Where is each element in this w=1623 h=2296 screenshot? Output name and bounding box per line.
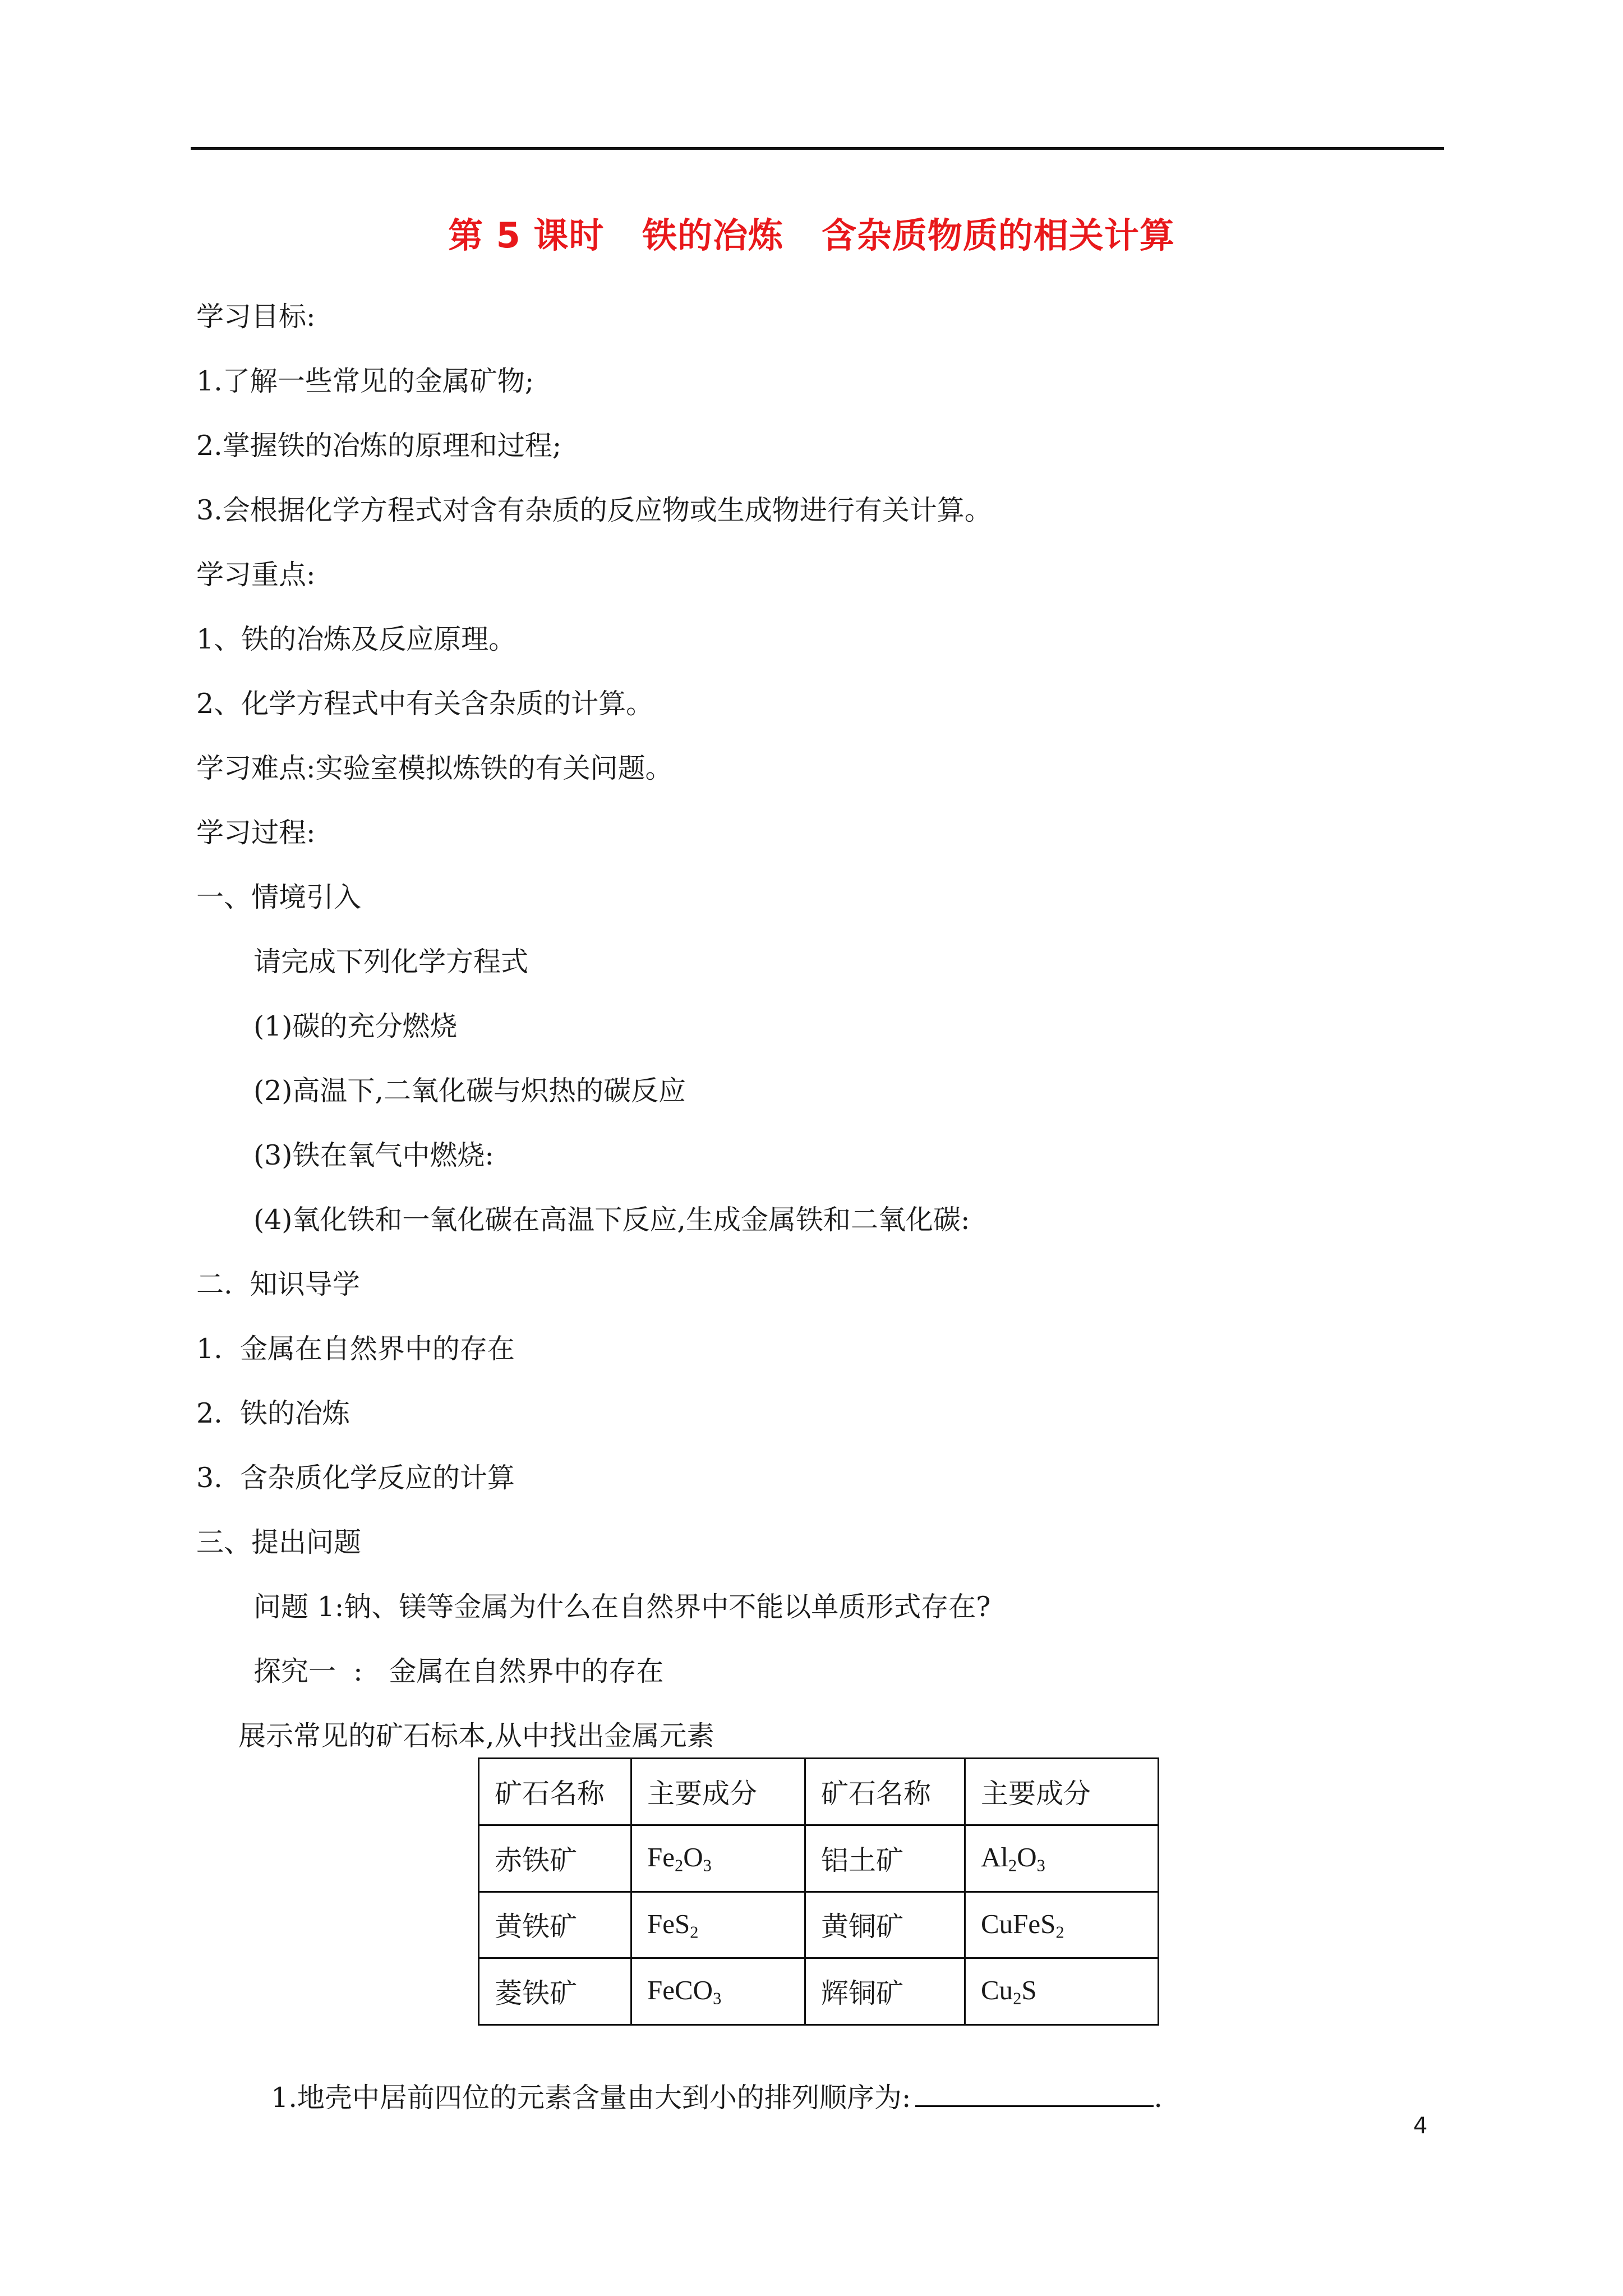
formula-part: FeCO — [647, 1975, 713, 2006]
formula-part: CuFeS — [981, 1908, 1056, 1939]
guide-item-1: 1. 金属在自然界中的存在 — [196, 1333, 515, 1365]
process-heading: 学习过程: — [196, 817, 316, 849]
objective-3: 3.会根据化学方程式对含有杂质的反应物或生成物进行有关计算。 — [196, 494, 992, 526]
formula-part: Fe — [647, 1841, 675, 1872]
formula-subscript: 3 — [1036, 1856, 1045, 1875]
ore-name: 辉铜矿 — [805, 1958, 965, 2025]
formula-part: O — [1017, 1841, 1037, 1872]
explore-1: 探究一 : 金属在自然界中的存在 — [253, 1655, 664, 1687]
header-ore-name: 矿石名称 — [805, 1759, 965, 1825]
formula-subscript: 2 — [1008, 1856, 1017, 1875]
objective-1: 1.了解一些常见的金属矿物; — [196, 365, 534, 397]
header-rule — [191, 147, 1444, 150]
table-row — [479, 1825, 1159, 1892]
equation-item-3: (3)铁在氧气中燃烧: — [253, 1139, 494, 1171]
objective-2: 2.掌握铁的冶炼的原理和过程; — [196, 430, 562, 462]
formula-part: FeS — [647, 1908, 690, 1939]
table-row — [479, 1892, 1159, 1958]
ore-formula — [965, 1958, 1159, 2025]
section1-heading: 一、情境引入 — [196, 881, 362, 913]
formula-part: O — [683, 1841, 703, 1872]
guide-item-3: 3. 含杂质化学反应的计算 — [196, 1462, 515, 1494]
question-1: 问题 1:钠、镁等金属为什么在自然界中不能以单质形式存在? — [253, 1591, 991, 1623]
ore-formula — [631, 1825, 805, 1892]
formula-subscript: 3 — [713, 1989, 722, 2008]
answer-blank[interactable] — [915, 2081, 1154, 2107]
equation-item-2: (2)高温下,二氧化碳与炽热的碳反应 — [253, 1075, 686, 1107]
key-point-2: 2、化学方程式中有关含杂质的计算。 — [196, 688, 654, 720]
ore-formula — [965, 1825, 1159, 1892]
ore-name: 黄铁矿 — [479, 1892, 631, 1958]
ore-name: 黄铜矿 — [805, 1892, 965, 1958]
key-points-heading: 学习重点: — [196, 559, 316, 591]
table-row — [479, 1958, 1159, 2025]
equation-item-1: (1)碳的充分燃烧 — [253, 1010, 458, 1042]
difficulty-line: 学习难点:实验室模拟炼铁的有关问题。 — [196, 752, 673, 784]
fill-question-line — [253, 2053, 1163, 2114]
formula-subscript: 2 — [1055, 1922, 1064, 1942]
formula-subscript: 2 — [690, 1922, 699, 1942]
ore-formula — [965, 1892, 1159, 1958]
formula-subscript: 2 — [675, 1856, 684, 1875]
formula-part: Al — [981, 1841, 1008, 1872]
formula-subscript: 2 — [1013, 1989, 1022, 2008]
formula-subscript: 3 — [703, 1856, 712, 1875]
objectives-heading: 学习目标: — [196, 301, 316, 333]
header-main-component: 主要成分 — [965, 1759, 1159, 1825]
ore-table-header-row — [479, 1759, 1159, 1825]
lesson-title: 第 5 课时 铁的冶炼 含杂质物质的相关计算 — [448, 215, 1175, 256]
section1-prompt: 请完成下列化学方程式 — [253, 946, 529, 978]
ore-table — [478, 1757, 1159, 2026]
formula-part: Cu — [981, 1975, 1013, 2006]
fill-question-end: . — [1154, 2082, 1163, 2114]
ore-formula — [631, 1892, 805, 1958]
ore-formula — [631, 1958, 805, 2025]
ore-name: 赤铁矿 — [479, 1825, 631, 1892]
key-point-1: 1、铁的冶炼及反应原理。 — [196, 623, 517, 655]
header-ore-name: 矿石名称 — [479, 1759, 631, 1825]
equation-item-4: (4)氧化铁和一氧化碳在高温下反应,生成金属铁和二氧化碳: — [253, 1204, 970, 1236]
header-main-component: 主要成分 — [631, 1759, 805, 1825]
page-number: 4 — [1413, 2113, 1428, 2139]
guide-item-2: 2. 铁的冶炼 — [196, 1397, 350, 1429]
formula-part: S — [1021, 1975, 1037, 2006]
ore-name: 菱铁矿 — [479, 1958, 631, 2025]
show-samples-text: 展示常见的矿石标本,从中找出金属元素 — [238, 1720, 714, 1752]
section3-heading: 三、提出问题 — [196, 1526, 362, 1558]
ore-name: 铝土矿 — [805, 1825, 965, 1892]
fill-question-text: 1.地壳中居前四位的元素含量由大到小的排列顺序为: — [271, 2082, 911, 2114]
section2-heading: 二. 知识导学 — [196, 1268, 360, 1300]
